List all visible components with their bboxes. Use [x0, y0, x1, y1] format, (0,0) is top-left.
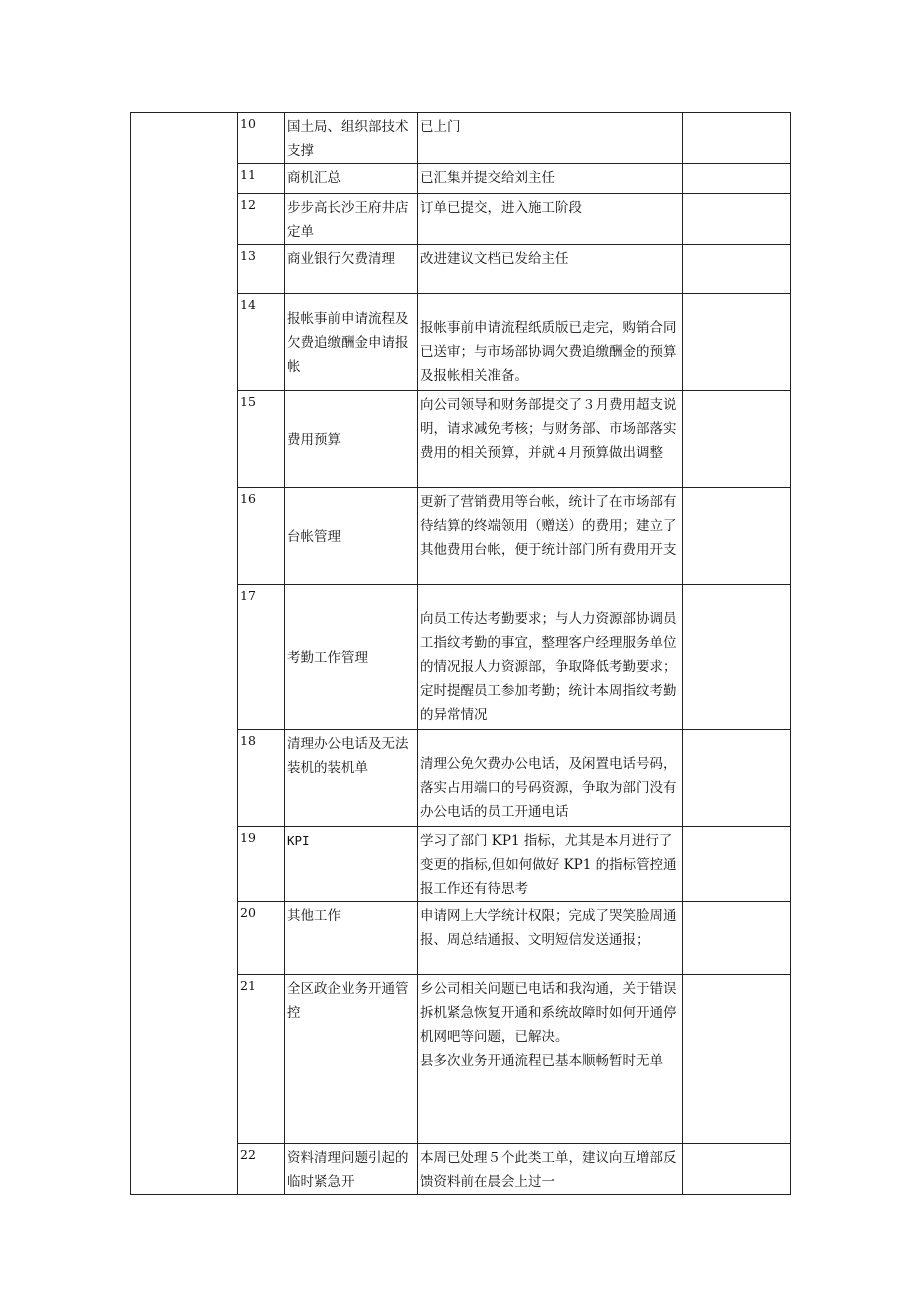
work-status	[418, 294, 683, 391]
work-item	[285, 391, 418, 488]
table-row	[131, 113, 791, 164]
notes-cell	[683, 1144, 791, 1195]
work-item	[285, 294, 418, 391]
work-status: 改进建议文档已发给主任	[418, 245, 683, 294]
left-merged-cell	[131, 113, 238, 1195]
notes-cell	[683, 827, 791, 902]
row-number: 17	[238, 585, 285, 730]
work-status-text: 向员工传达考勤要求；与人力资源部协调员工指纹考勤的事宜，整理客户经理服务单位的情况报人力资源部，争取降低考勤要求；定时提醒员工参加考勤；统计本周指纹考勤的异常情况	[420, 611, 677, 723]
notes-cell	[683, 245, 791, 294]
work-status: 申请网上大学统计权限；完成了哭笑脸周通报、周总结通报、文明短信发送通报；	[418, 902, 683, 975]
notes-cell	[683, 488, 791, 585]
notes-cell	[683, 975, 791, 1144]
work-item: 资料清理问题引起的临时紧急开	[285, 1144, 418, 1195]
work-status: 更新了营销费用等台帐，统计了在市场部有待结算的终端领用（赠送）的费用；建立了其他费用台帐，便于统计部门所有费用开支	[418, 488, 683, 585]
work-status	[418, 975, 683, 1144]
work-item: 商机汇总	[285, 164, 418, 194]
work-item: 国土局、组织部技术支撑	[285, 113, 418, 164]
row-number: 21	[238, 975, 285, 1144]
notes-cell	[683, 730, 791, 827]
work-item-text: 费用预算	[287, 432, 341, 448]
work-item-text: 台帐管理	[287, 529, 341, 545]
work-item	[285, 488, 418, 585]
work-status: 订单已提交，进入施工阶段	[418, 194, 683, 245]
work-status: 向公司领导和财务部提交了３月费用超支说明，请求减免考核；与财务部、市场部落实费用的相关预算，并就４月预算做出调整	[418, 391, 683, 488]
work-status-text: 乡公司相关问题已电话和我沟通，关于错误拆机紧急恢复开通和系统故障时如何开通停机网吧等问题，已解决。	[420, 981, 677, 1045]
work-status: 学习了部门 KP1 指标，尤其是本月进行了变更的指标,但如何做好 KP1 的指标管控通报工作还有待思考	[418, 827, 683, 902]
notes-cell	[683, 194, 791, 245]
notes-cell	[683, 164, 791, 194]
row-number: 12	[238, 194, 285, 245]
notes-cell	[683, 113, 791, 164]
work-status: 已汇集并提交给刘主任	[418, 164, 683, 194]
work-status	[418, 585, 683, 730]
work-status-text: 清理公免欠费办公电话，及闲置电话号码，落实占用端口的号码资源，争取为部门没有办公电话的员工开通电话	[420, 756, 677, 820]
work-item: 商业银行欠费清理	[285, 245, 418, 294]
work-item: KPI	[285, 827, 418, 902]
row-number: 22	[238, 1144, 285, 1195]
row-number: 20	[238, 902, 285, 975]
notes-cell	[683, 902, 791, 975]
work-item: 清理办公电话及无法装机的装机单	[285, 730, 418, 827]
row-number: 19	[238, 827, 285, 902]
row-number: 15	[238, 391, 285, 488]
row-number: 13	[238, 245, 285, 294]
row-number: 14	[238, 294, 285, 391]
work-status-text: 报帐事前申请流程纸质版已走完，购销合同已送审；与市场部协调欠费追缴酬金的预算及报帐相关准备。	[420, 320, 677, 384]
notes-cell	[683, 585, 791, 730]
notes-cell	[683, 391, 791, 488]
work-status: 本周已处理５个此类工单，建议向互增部反馈资料前在晨会上过一	[418, 1144, 683, 1195]
work-item-text: 考勤工作管理	[287, 650, 368, 666]
row-number: 10	[238, 113, 285, 164]
notes-cell	[683, 294, 791, 391]
work-item	[285, 585, 418, 730]
row-number: 11	[238, 164, 285, 194]
work-item: 全区政企业务开通管控	[285, 975, 418, 1144]
row-number: 18	[238, 730, 285, 827]
row-number: 16	[238, 488, 285, 585]
work-item: 其他工作	[285, 902, 418, 975]
work-status: 已上门	[418, 113, 683, 164]
work-status	[418, 730, 683, 827]
work-status-text-2: 县多次业务开通流程已基本顺畅暂时无单	[420, 1053, 663, 1069]
work-report-table	[130, 112, 791, 1195]
work-item-text: 报帐事前申请流程及欠费追缴酬金申请报帐	[287, 311, 409, 375]
work-item: 步步高长沙王府井店定单	[285, 194, 418, 245]
